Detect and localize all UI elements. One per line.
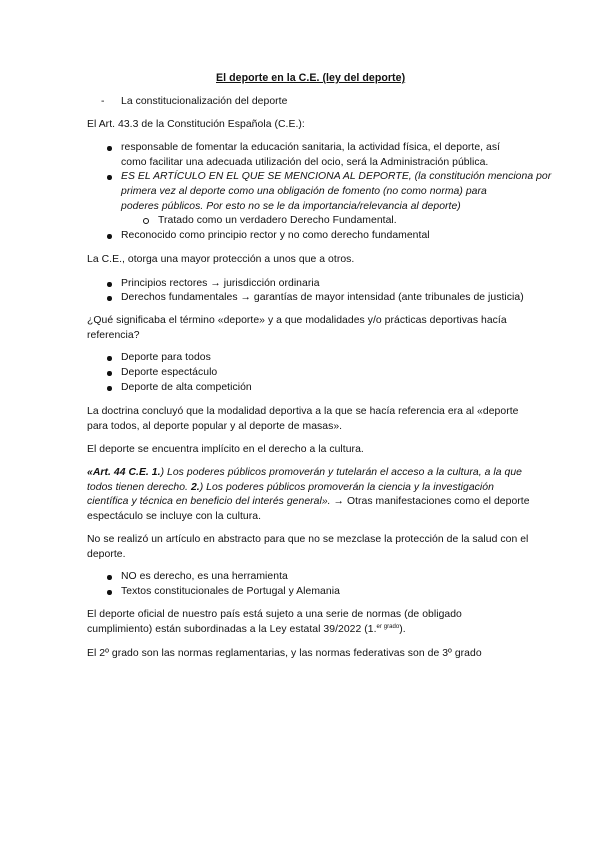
bullet-icon	[107, 386, 112, 391]
quote-text-2b: ) Los poderes públicos promoverán la ciencia y la investigación	[199, 482, 494, 493]
list-item-8: Deporte de alta competición	[121, 382, 252, 393]
paragraph-oficial-line-2	[87, 623, 406, 637]
list-item-6: Deporte para todos	[121, 352, 211, 363]
bullet-icon	[107, 175, 112, 180]
list-item-9: NO es derecho, es una herramienta	[121, 571, 288, 582]
bullet-icon	[107, 590, 112, 595]
paragraph-no-line-2: deporte.	[87, 549, 126, 560]
sub-list-item: Tratado como un verdadero Derecho Fundamental.	[158, 215, 397, 226]
list-item-2-line-1: ES EL ARTÍCULO EN EL QUE SE MENCIONA AL DEPORTE, (la constitución menciona por	[121, 171, 552, 182]
paragraph-cultura: El deporte se encuentra implícito en el derecho a la cultura.	[87, 444, 364, 455]
bullet-icon	[107, 234, 112, 239]
list-item-4: Principios rectores → jurisdicción ordinaria	[121, 278, 320, 289]
paragraph-article: El Art. 43.3 de la Constitución Española (C.E.):	[87, 119, 305, 130]
oficial-text: cumplimiento) están subordinadas a la Ley estatal 39/2022 (1.	[87, 624, 377, 635]
page-title: El deporte en la C.E. (ley del deporte)	[216, 72, 406, 84]
dash-item: La constitucionalización del deporte	[121, 96, 288, 107]
grado-superscript: er grado	[376, 624, 400, 630]
quote-line-2	[87, 481, 494, 495]
paragraph-doctrina-line-1: La doctrina concluyó que la modalidad deportiva a la que se hacía referencia era al «deporte	[87, 406, 519, 417]
dash-marker: -	[101, 96, 105, 107]
list-item-1-line-2: como facilitar una adecuada utilización del ocio, será la Administración pública.	[121, 157, 489, 168]
bullet-icon	[107, 371, 112, 376]
list-item-7: Deporte espectáculo	[121, 367, 218, 378]
sub-bullet-icon	[143, 218, 149, 224]
quote-num-1: 1.	[148, 467, 161, 478]
quote-text-2a: todos tienen derecho.	[87, 482, 191, 493]
list-item-1-line-1: responsable de fomentar la educación sanitaria, la actividad física, el deporte, así	[121, 142, 501, 153]
list-item-3: Reconocido como principio rector y no como derecho fundamental	[121, 230, 430, 241]
quote-tail: → Otras manifestaciones como el deporte	[330, 496, 530, 507]
quote-line-4: espectáculo se incluye con la cultura.	[87, 511, 262, 522]
list-item-10: Textos constitucionales de Portugal y Alemania	[121, 586, 340, 597]
bullet-icon	[107, 146, 112, 151]
list-item-2-line-3: poderes públicos. Por esto no se le da importancia/relevancia al deporte)	[121, 201, 461, 212]
paragraph-doctrina-line-2: para todos, al deporte popular y al deporte de masas».	[87, 421, 343, 432]
quote-line-1	[87, 466, 522, 480]
paragraph-ce: La C.E., otorga una mayor protección a unos que a otros.	[87, 254, 355, 265]
list-item-5: Derechos fundamentales → garantías de mayor intensidad (ante tribunales de justicia)	[121, 292, 524, 303]
quote-num-2: 2.	[190, 482, 200, 493]
quote-text-3: científica y técnica en beneficio del interés general».	[87, 496, 331, 507]
list-item-2-line-2: primera vez al deporte como una obligación de fomento (no como norma) para	[121, 186, 487, 197]
paragraph-no-line-1: No se realizó un artículo en abstracto para que no se mezclase la protección de la salud con el	[87, 534, 529, 545]
quote-text-1: ) Los poderes públicos promoverán y tutelarán el acceso a la cultura, a la que	[160, 467, 523, 478]
paragraph-oficial-line-1: El deporte oficial de nuestro país está sujeto a una serie de normas (de obligado	[87, 609, 462, 620]
bullet-icon	[107, 575, 112, 580]
bullet-icon	[107, 282, 112, 287]
quote-line-3	[87, 495, 530, 509]
paragraph-grado: El 2º grado son las normas reglamentarias, y las normas federativas son de 3º grado	[87, 648, 482, 659]
question-line-2: referencia?	[87, 330, 140, 341]
bullet-icon	[107, 356, 112, 361]
bullet-icon	[107, 296, 112, 301]
question-line-1: ¿Qué significaba el término «deporte» y a que modalidades y/o prácticas deportivas hacía	[87, 315, 507, 326]
quote-article-ref: «Art. 44 C.E.	[87, 467, 149, 478]
oficial-close: ).	[399, 624, 406, 635]
